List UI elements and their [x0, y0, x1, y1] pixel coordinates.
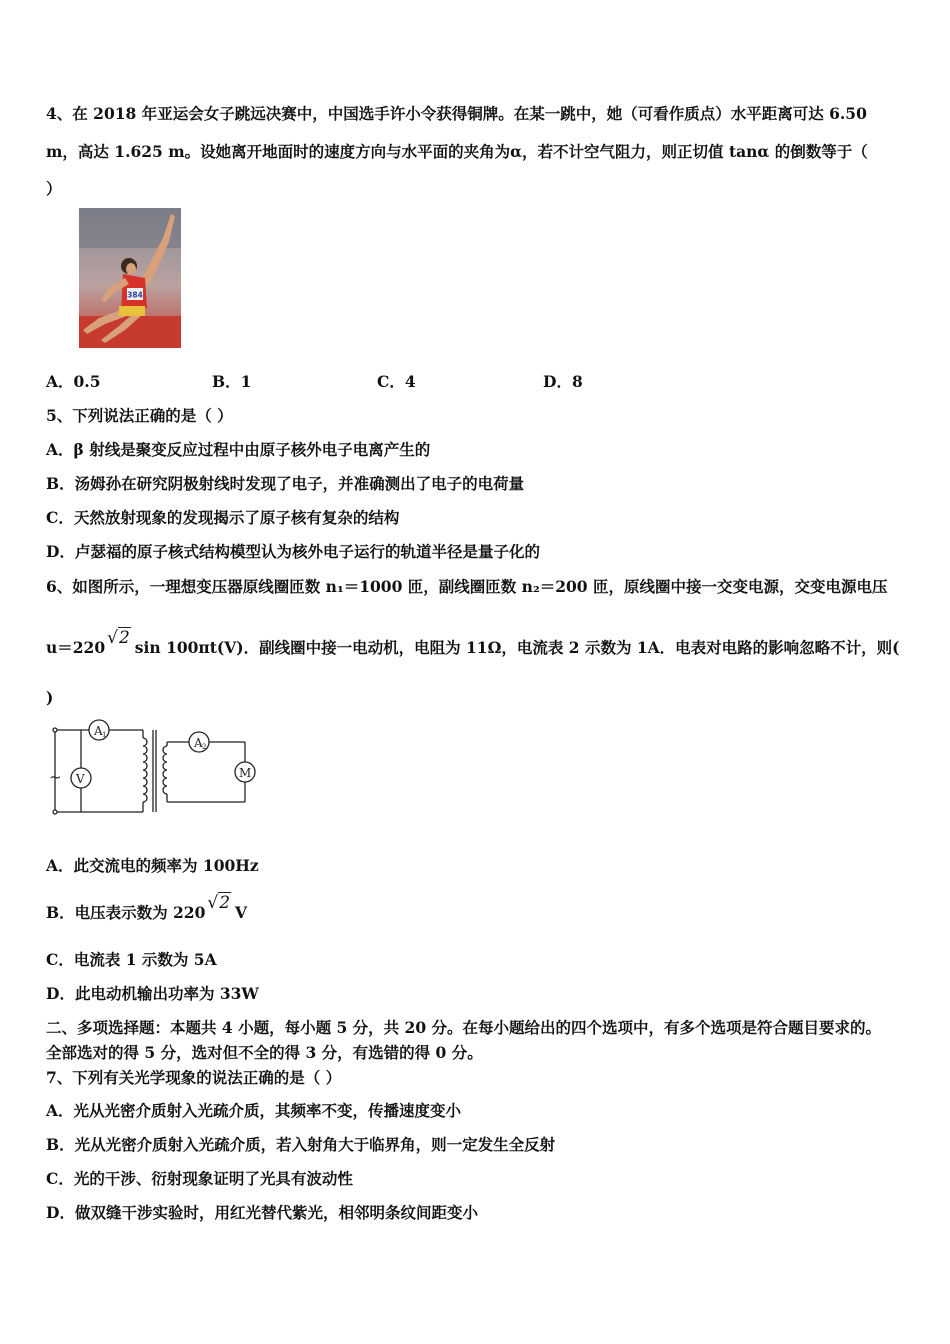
q4-stem-line3: ）: [46, 179, 62, 198]
q7-stem: 7、下列有关光学现象的说法正确的是（ ）: [46, 1068, 342, 1087]
q6-stem-line1: 6、如图所示，一理想变压器原线圈匝数 n₁＝1000 匝，副线圈匝数 n₂＝200 匝，原线圈中接一交变电源，交变电源电压: [46, 577, 888, 596]
ammeter-2-label: A: [194, 736, 203, 750]
q7-option-a: A．光从光密介质射入光疏介质，其频率不变，传播速度变小: [46, 1101, 462, 1120]
ammeter-2-sub: 2: [202, 743, 207, 751]
q5-option-c: C．天然放射现象的发现揭示了原子核有复杂的结构: [46, 508, 400, 527]
q6-option-a: A．此交流电的频率为 100Hz: [46, 856, 259, 875]
q6-voltage-prefix: u＝220: [46, 638, 106, 657]
sqrt-symbol-b: √: [207, 893, 219, 913]
q6-voltage-suffix: sin 100πt(V)．副线圈中接一电动机，电阻为 11Ω，电流表 2 示数为 1A．电表对电路的影响忽略不计，则(: [134, 638, 900, 657]
q7-option-d: D．做双缝干涉实验时，用红光替代紫光，相邻明条纹间距变小: [46, 1203, 478, 1222]
q5-stem: 5、下列说法正确的是（ ）: [46, 406, 233, 425]
ammeter-1-sub: 1: [102, 731, 107, 739]
q4-stem-line1: 4、在 2018 年亚运会女子跳远决赛中，中国选手许小令获得铜牌。在某一跳中，她（可看作质点）水平距离可达 6.50: [46, 104, 867, 123]
long-jump-photo: [79, 208, 181, 348]
ac-source-symbol: ~: [49, 768, 62, 786]
q5-option-d: D．卢瑟福的原子核式结构模型认为核外电子运行的轨道半径是量子化的: [46, 542, 540, 561]
q6-stem-line3: ): [46, 688, 54, 707]
q4-option-a: A．0.5: [46, 372, 101, 391]
voltmeter-label: V: [76, 772, 85, 786]
q4-option-c: C．4: [377, 372, 416, 391]
q7-option-c: C．光的干涉、衍射现象证明了光具有波动性: [46, 1169, 353, 1188]
q6-option-b-prefix: B．电压表示数为 220: [46, 903, 206, 922]
q6-stem-line2: [46, 628, 900, 658]
sqrt-two-option-b: [207, 892, 231, 913]
ammeter-1-label: A: [94, 724, 103, 738]
transformer-circuit-diagram: [45, 716, 260, 818]
q5-option-b: B．汤姆孙在研究阴极射线时发现了电子，并准确测出了电子的电荷量: [46, 474, 525, 493]
bib-number: 384: [127, 290, 143, 300]
sqrt-radicand: 2: [118, 628, 130, 648]
sqrt-radicand-b: 2: [219, 893, 231, 913]
q5-option-a: A．β 射线是聚变反应过程中由原子核外电子电离产生的: [46, 440, 431, 459]
q4-option-b: B．1: [212, 372, 252, 391]
section2-instructions-line2: 全部选对的得 5 分，选对但不全的得 3 分，有选错的得 0 分。: [46, 1043, 483, 1062]
sqrt-symbol: √: [107, 628, 118, 648]
q4-option-d: D．8: [543, 372, 583, 391]
q6-option-b-unit: V: [235, 903, 248, 922]
q6-option-c: C．电流表 1 示数为 5A: [46, 950, 217, 969]
sqrt-two: [107, 627, 131, 648]
q6-option-d: D．此电动机输出功率为 33W: [46, 984, 259, 1003]
section2-instructions-line1: 二、多项选择题：本题共 4 小题，每小题 5 分，共 20 分。在每小题给出的四个选项中，有多个选项是符合题目要求的。: [46, 1018, 882, 1037]
q6-option-b: [46, 893, 248, 923]
motor-label: M: [239, 766, 252, 780]
q7-option-b: B．光从光密介质射入光疏介质，若入射角大于临界角，则一定发生全反射: [46, 1135, 556, 1154]
q4-stem-line2: m，高达 1.625 m。设她离开地面时的速度方向与水平面的夹角为α，若不计空气阻力，则正切值 tanα 的倒数等于（: [46, 142, 868, 161]
